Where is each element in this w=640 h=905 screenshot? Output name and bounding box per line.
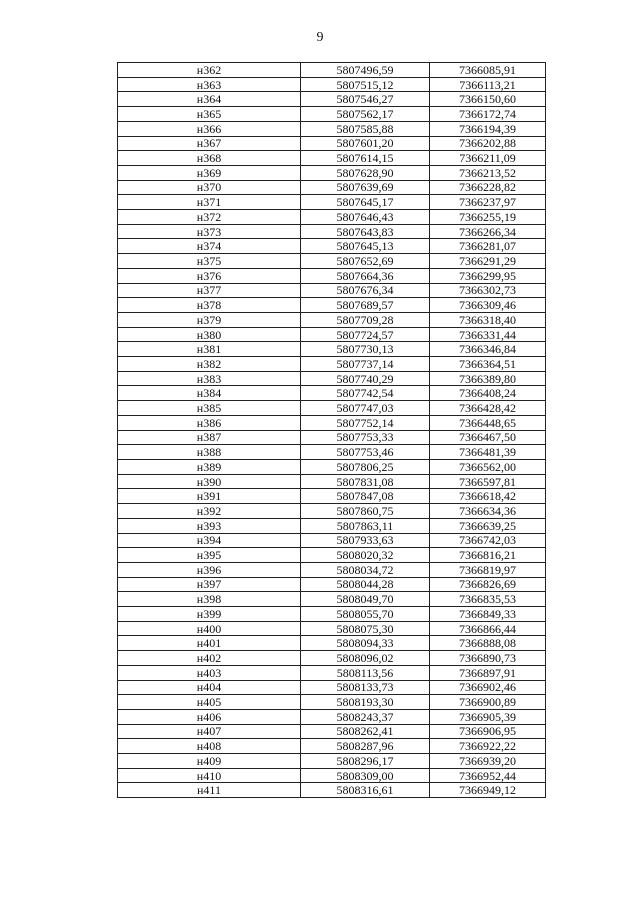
table-row (118, 165, 546, 180)
x-coordinate-cell: 5807645,17 (301, 195, 430, 210)
table-row (118, 283, 546, 298)
point-name-cell: н365 (118, 107, 301, 122)
table-row (118, 92, 546, 107)
point-name-cell: н399 (118, 607, 301, 622)
y-coordinate-cell: 7366849,33 (430, 607, 546, 622)
x-coordinate-cell: 5807664,36 (301, 268, 430, 283)
x-coordinate-cell: 5808094,33 (301, 636, 430, 651)
table-row (118, 342, 546, 357)
table-row (118, 430, 546, 445)
y-coordinate-cell: 7366481,39 (430, 445, 546, 460)
x-coordinate-cell: 5807752,14 (301, 415, 430, 430)
table-row (118, 768, 546, 783)
x-coordinate-cell: 5807628,90 (301, 165, 430, 180)
y-coordinate-cell: 7366634,36 (430, 504, 546, 519)
point-name-cell: н391 (118, 489, 301, 504)
table-row (118, 724, 546, 739)
x-coordinate-cell: 5807601,20 (301, 136, 430, 151)
table-row (118, 474, 546, 489)
table-row (118, 107, 546, 122)
point-name-cell: н384 (118, 386, 301, 401)
point-name-cell: н367 (118, 136, 301, 151)
point-name-cell: н379 (118, 312, 301, 327)
y-coordinate-cell: 7366890,73 (430, 651, 546, 666)
x-coordinate-cell: 5807737,14 (301, 357, 430, 372)
table-row (118, 577, 546, 592)
point-name-cell: н390 (118, 474, 301, 489)
y-coordinate-cell: 7366172,74 (430, 107, 546, 122)
point-name-cell: н387 (118, 430, 301, 445)
y-coordinate-cell: 7366281,07 (430, 239, 546, 254)
table-row (118, 77, 546, 92)
x-coordinate-cell: 5807639,69 (301, 180, 430, 195)
point-name-cell: н400 (118, 621, 301, 636)
y-coordinate-cell: 7366949,12 (430, 783, 546, 798)
point-name-cell: н395 (118, 548, 301, 563)
table-row (118, 459, 546, 474)
y-coordinate-cell: 7366819,97 (430, 562, 546, 577)
x-coordinate-cell: 5808262,41 (301, 724, 430, 739)
point-name-cell: н394 (118, 533, 301, 548)
table-row (118, 195, 546, 210)
table-row (118, 180, 546, 195)
x-coordinate-cell: 5807676,34 (301, 283, 430, 298)
point-name-cell: н382 (118, 357, 301, 372)
y-coordinate-cell: 7366302,73 (430, 283, 546, 298)
point-name-cell: н411 (118, 783, 301, 798)
point-name-cell: н388 (118, 445, 301, 460)
point-name-cell: н409 (118, 754, 301, 769)
x-coordinate-cell: 5807863,11 (301, 518, 430, 533)
point-name-cell: н375 (118, 254, 301, 269)
x-coordinate-cell: 5807806,25 (301, 459, 430, 474)
table-row (118, 224, 546, 239)
point-name-cell: н373 (118, 224, 301, 239)
table-row (118, 754, 546, 769)
point-name-cell: н397 (118, 577, 301, 592)
point-name-cell: н369 (118, 165, 301, 180)
x-coordinate-cell: 5807614,15 (301, 151, 430, 166)
y-coordinate-cell: 7366150,60 (430, 92, 546, 107)
x-coordinate-cell: 5808020,32 (301, 548, 430, 563)
point-name-cell: н386 (118, 415, 301, 430)
point-name-cell: н371 (118, 195, 301, 210)
point-name-cell: н407 (118, 724, 301, 739)
table-row (118, 357, 546, 372)
x-coordinate-cell: 5807645,13 (301, 239, 430, 254)
x-coordinate-cell: 5807585,88 (301, 121, 430, 136)
x-coordinate-cell: 5807747,03 (301, 401, 430, 416)
x-coordinate-cell: 5807646,43 (301, 210, 430, 225)
y-coordinate-cell: 7366835,53 (430, 592, 546, 607)
x-coordinate-cell: 5807546,27 (301, 92, 430, 107)
table-row (118, 607, 546, 622)
y-coordinate-cell: 7366213,52 (430, 165, 546, 180)
y-coordinate-cell: 7366202,88 (430, 136, 546, 151)
point-name-cell: н403 (118, 665, 301, 680)
point-name-cell: н364 (118, 92, 301, 107)
x-coordinate-cell: 5807933,63 (301, 533, 430, 548)
x-coordinate-cell: 5808296,17 (301, 754, 430, 769)
y-coordinate-cell: 7366309,46 (430, 298, 546, 313)
y-coordinate-cell: 7366291,29 (430, 254, 546, 269)
x-coordinate-cell: 5808113,56 (301, 665, 430, 680)
x-coordinate-cell: 5808316,61 (301, 783, 430, 798)
point-name-cell: н385 (118, 401, 301, 416)
table-row (118, 239, 546, 254)
point-name-cell: н393 (118, 518, 301, 533)
x-coordinate-cell: 5807860,75 (301, 504, 430, 519)
y-coordinate-cell: 7366228,82 (430, 180, 546, 195)
x-coordinate-cell: 5808055,70 (301, 607, 430, 622)
x-coordinate-cell: 5808049,70 (301, 592, 430, 607)
table-row (118, 298, 546, 313)
y-coordinate-cell: 7366922,22 (430, 739, 546, 754)
y-coordinate-cell: 7366331,44 (430, 327, 546, 342)
y-coordinate-cell: 7366364,51 (430, 357, 546, 372)
table-row (118, 665, 546, 680)
point-name-cell: н363 (118, 77, 301, 92)
x-coordinate-cell: 5807515,12 (301, 77, 430, 92)
x-coordinate-cell: 5807709,28 (301, 312, 430, 327)
point-name-cell: н383 (118, 371, 301, 386)
y-coordinate-cell: 7366211,09 (430, 151, 546, 166)
point-name-cell: н396 (118, 562, 301, 577)
y-coordinate-cell: 7366085,91 (430, 63, 546, 78)
table-row (118, 210, 546, 225)
table-row (118, 327, 546, 342)
x-coordinate-cell: 5807740,29 (301, 371, 430, 386)
point-name-cell: н372 (118, 210, 301, 225)
table-row (118, 371, 546, 386)
y-coordinate-cell: 7366318,40 (430, 312, 546, 327)
table-row (118, 636, 546, 651)
x-coordinate-cell: 5808034,72 (301, 562, 430, 577)
x-coordinate-cell: 5808075,30 (301, 621, 430, 636)
table-row (118, 401, 546, 416)
point-name-cell: н381 (118, 342, 301, 357)
x-coordinate-cell: 5808096,02 (301, 651, 430, 666)
point-name-cell: н404 (118, 680, 301, 695)
y-coordinate-cell: 7366888,08 (430, 636, 546, 651)
point-name-cell: н380 (118, 327, 301, 342)
y-coordinate-cell: 7366467,50 (430, 430, 546, 445)
table-row (118, 695, 546, 710)
x-coordinate-cell: 5807643,83 (301, 224, 430, 239)
y-coordinate-cell: 7366866,44 (430, 621, 546, 636)
y-coordinate-cell: 7366346,84 (430, 342, 546, 357)
table-row (118, 445, 546, 460)
table-row (118, 651, 546, 666)
point-name-cell: н377 (118, 283, 301, 298)
y-coordinate-cell: 7366255,19 (430, 210, 546, 225)
y-coordinate-cell: 7366618,42 (430, 489, 546, 504)
x-coordinate-cell: 5808044,28 (301, 577, 430, 592)
table-row (118, 680, 546, 695)
point-name-cell: н402 (118, 651, 301, 666)
table-row (118, 151, 546, 166)
point-name-cell: н378 (118, 298, 301, 313)
coordinates-table (117, 62, 546, 798)
table-row (118, 709, 546, 724)
y-coordinate-cell: 7366266,34 (430, 224, 546, 239)
table-row (118, 268, 546, 283)
table-row (118, 254, 546, 269)
y-coordinate-cell: 7366562,00 (430, 459, 546, 474)
table-row (118, 312, 546, 327)
y-coordinate-cell: 7366639,25 (430, 518, 546, 533)
table-row (118, 63, 546, 78)
y-coordinate-cell: 7366905,39 (430, 709, 546, 724)
table-row (118, 783, 546, 798)
table-row (118, 621, 546, 636)
point-name-cell: н389 (118, 459, 301, 474)
point-name-cell: н398 (118, 592, 301, 607)
x-coordinate-cell: 5807730,13 (301, 342, 430, 357)
x-coordinate-cell: 5808133,73 (301, 680, 430, 695)
point-name-cell: н366 (118, 121, 301, 136)
page-number: 9 (316, 30, 324, 45)
x-coordinate-cell: 5808193,30 (301, 695, 430, 710)
y-coordinate-cell: 7366389,80 (430, 371, 546, 386)
x-coordinate-cell: 5807831,08 (301, 474, 430, 489)
y-coordinate-cell: 7366826,69 (430, 577, 546, 592)
x-coordinate-cell: 5808309,00 (301, 768, 430, 783)
point-name-cell: н401 (118, 636, 301, 651)
y-coordinate-cell: 7366902,46 (430, 680, 546, 695)
y-coordinate-cell: 7366237,97 (430, 195, 546, 210)
y-coordinate-cell: 7366900,89 (430, 695, 546, 710)
table-row (118, 562, 546, 577)
x-coordinate-cell: 5807496,59 (301, 63, 430, 78)
y-coordinate-cell: 7366448,65 (430, 415, 546, 430)
table-row (118, 504, 546, 519)
y-coordinate-cell: 7366113,21 (430, 77, 546, 92)
x-coordinate-cell: 5807652,69 (301, 254, 430, 269)
y-coordinate-cell: 7366906,95 (430, 724, 546, 739)
table-row (118, 386, 546, 401)
y-coordinate-cell: 7366299,95 (430, 268, 546, 283)
y-coordinate-cell: 7366897,91 (430, 665, 546, 680)
point-name-cell: н368 (118, 151, 301, 166)
point-name-cell: н410 (118, 768, 301, 783)
point-name-cell: н406 (118, 709, 301, 724)
table-row (118, 592, 546, 607)
table-row (118, 533, 546, 548)
table-row (118, 489, 546, 504)
x-coordinate-cell: 5807753,46 (301, 445, 430, 460)
y-coordinate-cell: 7366408,24 (430, 386, 546, 401)
point-name-cell: н374 (118, 239, 301, 254)
point-name-cell: н392 (118, 504, 301, 519)
table-row (118, 739, 546, 754)
table-row (118, 518, 546, 533)
y-coordinate-cell: 7366194,39 (430, 121, 546, 136)
point-name-cell: н370 (118, 180, 301, 195)
y-coordinate-cell: 7366742,03 (430, 533, 546, 548)
table-row (118, 548, 546, 563)
x-coordinate-cell: 5807724,57 (301, 327, 430, 342)
point-name-cell: н405 (118, 695, 301, 710)
x-coordinate-cell: 5807689,57 (301, 298, 430, 313)
y-coordinate-cell: 7366816,21 (430, 548, 546, 563)
table-row (118, 415, 546, 430)
x-coordinate-cell: 5807753,33 (301, 430, 430, 445)
point-name-cell: н376 (118, 268, 301, 283)
y-coordinate-cell: 7366939,20 (430, 754, 546, 769)
x-coordinate-cell: 5807742,54 (301, 386, 430, 401)
table-row (118, 121, 546, 136)
x-coordinate-cell: 5808287,96 (301, 739, 430, 754)
y-coordinate-cell: 7366597,81 (430, 474, 546, 489)
point-name-cell: н362 (118, 63, 301, 78)
table-row (118, 136, 546, 151)
x-coordinate-cell: 5808243,37 (301, 709, 430, 724)
x-coordinate-cell: 5807847,08 (301, 489, 430, 504)
point-name-cell: н408 (118, 739, 301, 754)
y-coordinate-cell: 7366952,44 (430, 768, 546, 783)
coordinates-table-body (118, 63, 546, 798)
y-coordinate-cell: 7366428,42 (430, 401, 546, 416)
x-coordinate-cell: 5807562,17 (301, 107, 430, 122)
